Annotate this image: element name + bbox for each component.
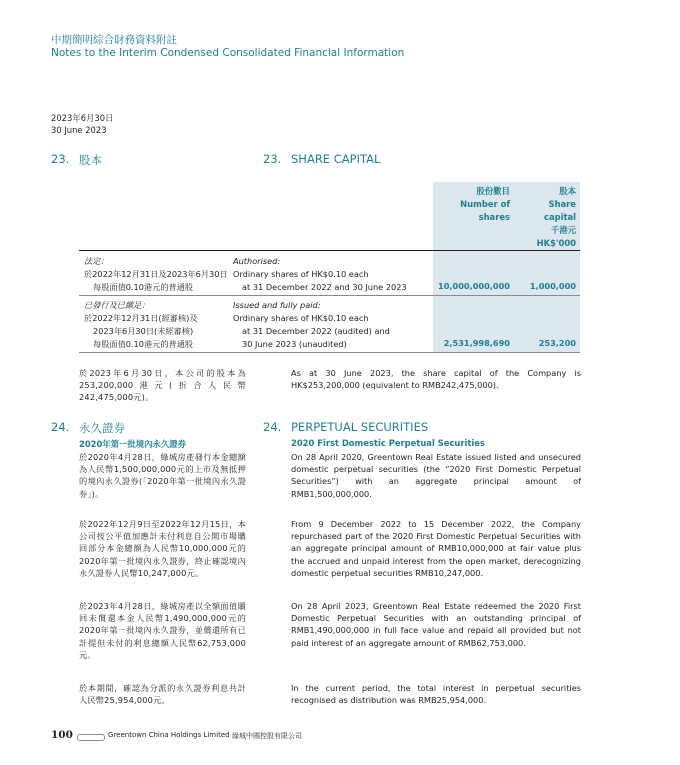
issued-capital: 253,200 (510, 296, 580, 353)
table-row-authorised (79, 251, 580, 296)
authorised-capital: 1,000,000 (510, 251, 580, 296)
note23-title-en: SHARE CAPITAL (291, 152, 381, 166)
table-row-issued (79, 296, 580, 353)
note23-paragraph-en: As at 30 June 2023, the share capital of the Company is HK$253,200,000 (equivalent to RMB242,475,000). (291, 368, 581, 391)
note24-title-en: PERPETUAL SECURITIES (291, 420, 429, 434)
footer-company-en: Greentown China Holdings Limited (108, 731, 230, 739)
header-title-en: Notes to the Interim Condensed Consolidated Financial Information (51, 47, 405, 59)
issued-desc-en-3: 30 June 2023 (unaudited) (242, 339, 347, 349)
authorised-desc-zh-2: 每股面值0.10港元的普通股 (93, 282, 194, 292)
col-capital-zh: 股本 (559, 186, 576, 196)
note24-para2-en: From 9 December 2022 to 15 December 2022, the Company repurchased part of the 2020 First Domestic Perpetual Securities with an aggregate principal amount of RMB10,000,000 at fair value plus the accrued and unpaid interest from the open market, derecognizing domestic perpetual securities RMB10,247,000. (291, 519, 581, 578)
issued-label-zh: 已發行及已繳足： (84, 300, 150, 310)
authorised-desc-en-2: at 31 December 2022 and 30 June 2023 (242, 282, 407, 292)
issued-desc-zh-1: 於2022年12月31日(經審核)及 (84, 313, 198, 323)
authorised-label-en: Authorised: (233, 256, 281, 266)
footer-company-zh: 綠城中國控股有限公司 (232, 732, 302, 740)
note24-subhead-zh: 2020年第一批境內永久證券 (79, 439, 187, 449)
authorised-label-zh: 法定： (84, 256, 109, 266)
col-shares-en-2: shares (478, 212, 510, 222)
col-capital-unit-zh: 千港元 (550, 225, 576, 235)
col-shares-en-1: Number of (460, 199, 510, 209)
issued-label-en: Issued and fully paid: (233, 300, 321, 310)
col-shares-header (433, 182, 510, 251)
issued-desc-en-2: at 31 December 2022 (audited) and (242, 326, 390, 336)
issued-desc-zh-3: 每股面值0.10港元的普通股 (93, 339, 194, 349)
note24-para2-zh: 於2022年12月9日至2022年12月15日，本公司按公平值加應計未付利息自公開市場購回部分本金總額為人民幣10,000,000元的2020年第一批境內永久證券，終止確認境內永久證券人民幣10,247,000元。 (79, 519, 246, 578)
note24-title-zh: 永久證券 (79, 421, 125, 435)
note24-number-zh: 24. (51, 420, 70, 434)
note23-number-zh: 23. (51, 152, 70, 166)
share-capital-table (79, 182, 580, 353)
note24-number-en: 24. (263, 420, 282, 434)
col-capital-en-1: Share (548, 199, 576, 209)
issued-shares: 2,531,998,690 (433, 296, 510, 353)
note23-paragraph-zh: 於2023年6月30日，本公司的股本為253,200,000港元(折合人民幣242,475,000元)。 (79, 368, 246, 403)
note24-para3-zh: 於2023年4月28日，綠城房產以全額面值贖回未償還本金人民幣1,490,000,000元的2020年第一批境內永久證券，並償還所有已計提但未付的利息總額人民幣62,753,000元。 (79, 601, 246, 660)
note24-para3-en: On 28 April 2023, Greentown Real Estate redeemed the 2020 First Domestic Perpetual Securities with an outstanding principal of RMB1,490,000,000 in full face value and repaid all provided but not paid interest of an aggregate amount of RMB62,753,000. (291, 601, 581, 648)
col-capital-header (510, 182, 580, 251)
note24-para4-zh: 於本期間，確認為分派的永久證券利息共計人民幣25,954,000元。 (79, 683, 246, 706)
note24-para4-en: In the current period, the total interest in perpetual securities recognised as distribution was RMB25,954,000. (291, 683, 581, 706)
note23-title-zh: 股本 (79, 153, 102, 167)
col-shares-zh: 股份數目 (476, 186, 510, 196)
issued-desc-en-1: Ordinary shares of HK$0.10 each (233, 313, 369, 323)
col-capital-en-2: capital (543, 212, 576, 222)
issued-desc-zh-2: 2023年6月30日(未經審核) (93, 326, 194, 336)
table-header-row (79, 182, 580, 251)
page-number: 100 (51, 729, 73, 741)
footer-divider-bar (77, 734, 105, 741)
note24-para1-zh: 於2020年4月28日，綠城房產發行本金總額為人民幣1,500,000,000元的上市及無抵押的境內永久證券(「2020年第一批境內永久證券」)。 (79, 452, 246, 499)
note23-number-en: 23. (263, 152, 282, 166)
date-zh: 2023年6月30日 (51, 113, 114, 123)
header-title-zh: 中期簡明綜合財務資料附註 (51, 34, 177, 46)
col-capital-unit-en: HK$'000 (536, 238, 576, 248)
authorised-desc-en-1: Ordinary shares of HK$0.10 each (233, 269, 369, 279)
authorised-shares: 10,000,000,000 (433, 251, 510, 296)
authorised-desc-zh-1: 於2022年12月31日及2023年6月30日 (84, 269, 228, 279)
date-en: 30 June 2023 (51, 125, 107, 135)
note24-subhead-en: 2020 First Domestic Perpetual Securities (291, 438, 485, 448)
note24-para1-en: On 28 April 2020, Greentown Real Estate issued listed and unsecured domestic perpetual securities (the “2020 First Domestic Perpetual Securities”) with an aggregate principal amount of RMB1,500,000,000. (291, 452, 581, 499)
